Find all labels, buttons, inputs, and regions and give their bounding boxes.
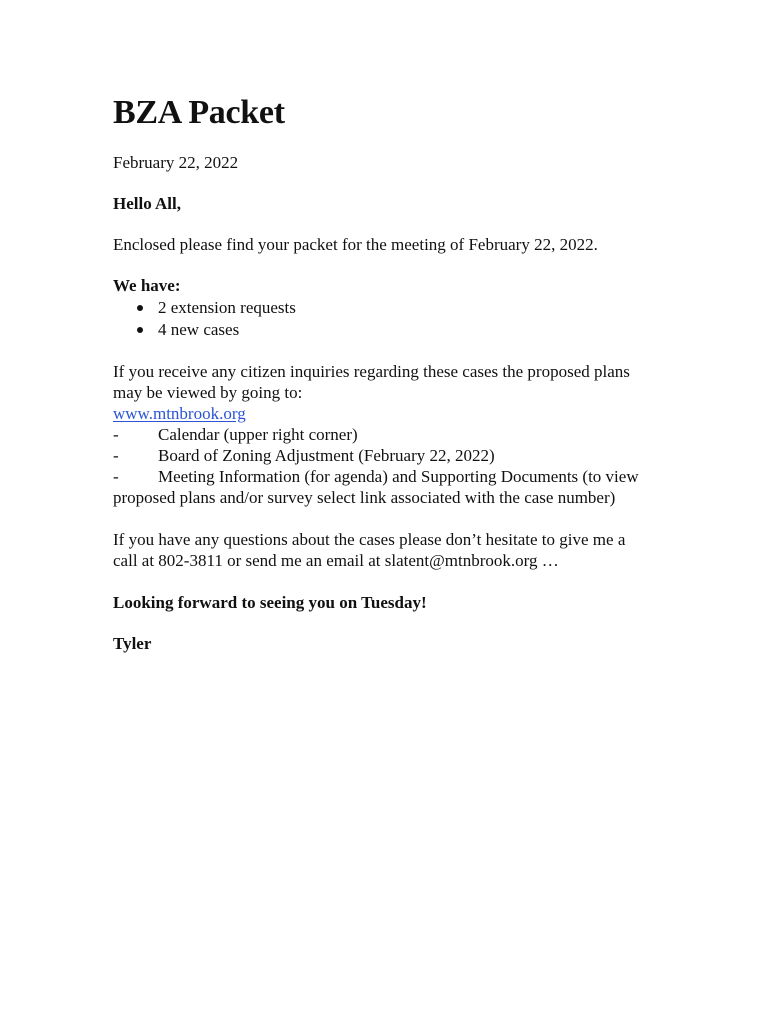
intro-paragraph: Enclosed please find your packet for the meeting of February 22, 2022. <box>113 235 598 254</box>
website-link[interactable]: www.mtnbrook.org <box>113 404 246 423</box>
items-list <box>113 297 673 340</box>
inquiry-line: If you receive any citizen inquiries regarding these cases the proposed plans <box>113 362 630 381</box>
step-text: Meeting Information (for agenda) and Supporting Documents (to view <box>158 467 639 486</box>
step-text: Calendar (upper right corner) <box>158 425 358 444</box>
document-title: BZA Packet <box>113 94 285 131</box>
questions-line: call at 802-3811 or send me an email at slatent@mtnbrook.org … <box>113 551 559 570</box>
signature: Tyler <box>113 634 152 653</box>
step-meeting-info <box>113 466 673 487</box>
greeting: Hello All, <box>113 194 181 213</box>
list-item-text: 4 new cases <box>158 320 240 339</box>
step-board <box>113 445 673 466</box>
step-text: Board of Zoning Adjustment (February 22, 2022) <box>158 446 495 465</box>
document-page <box>113 92 673 654</box>
questions-line: If you have any questions about the cases please don’t hesitate to give me a <box>113 530 626 549</box>
dash-marker: - <box>113 425 119 444</box>
list-item <box>113 319 673 340</box>
bullet-icon <box>137 327 143 333</box>
we-have-label: We have: <box>113 276 181 295</box>
inquiry-line: may be viewed by going to: <box>113 383 303 402</box>
closing-line: Looking forward to seeing you on Tuesday! <box>113 593 427 612</box>
dash-marker: - <box>113 467 119 486</box>
bullet-icon <box>137 305 143 311</box>
dash-marker: - <box>113 446 119 465</box>
list-item-text: 2 extension requests <box>158 298 296 317</box>
list-item <box>113 297 673 318</box>
step-continuation: proposed plans and/or survey select link associated with the case number) <box>113 488 616 507</box>
step-calendar <box>113 424 673 445</box>
questions-section <box>113 529 673 571</box>
inquiry-section <box>113 361 673 508</box>
document-date: February 22, 2022 <box>113 153 239 172</box>
